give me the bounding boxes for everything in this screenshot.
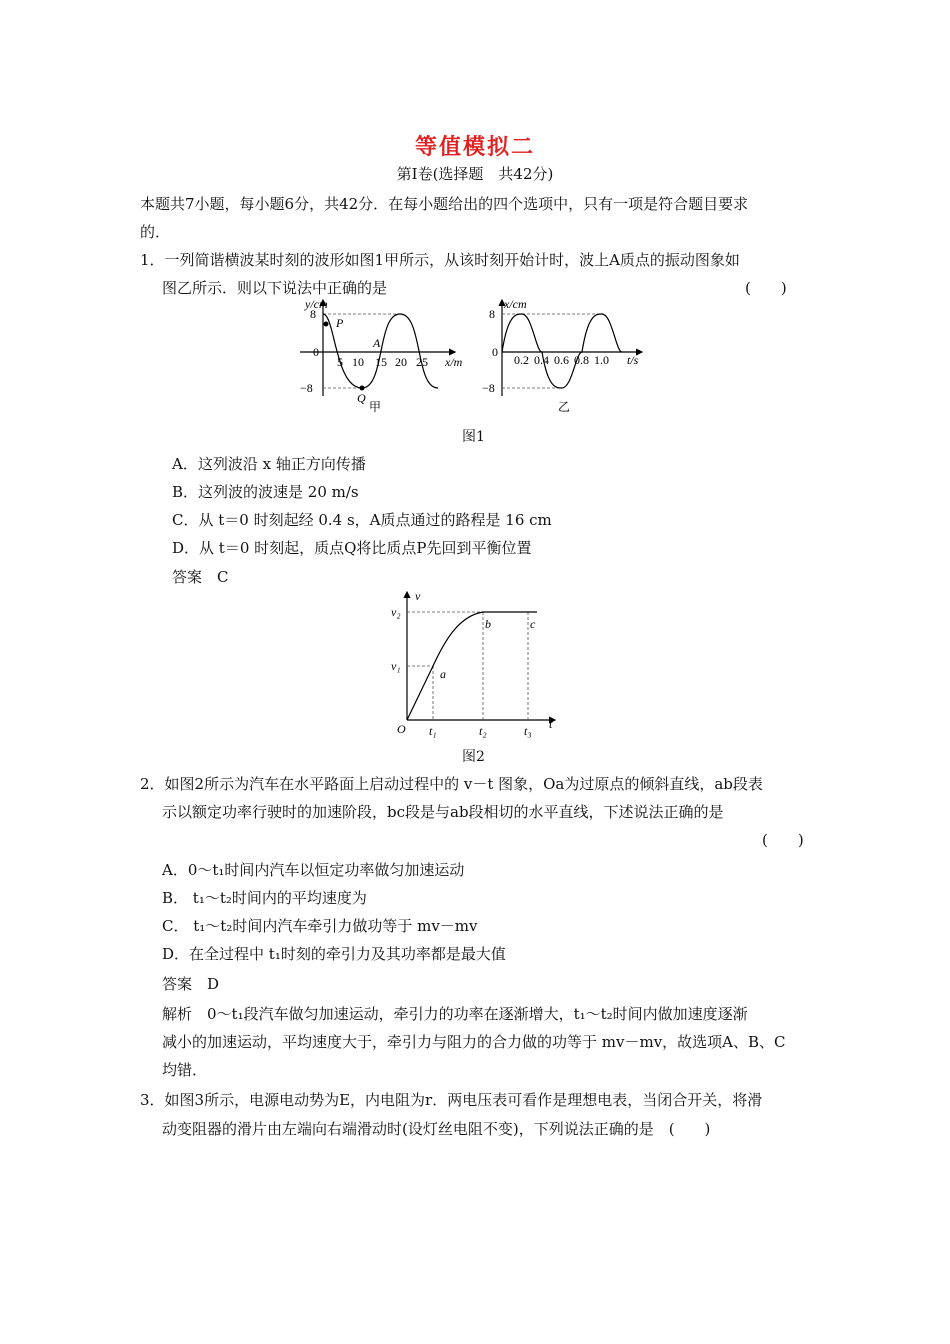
origin-label: 0 bbox=[313, 345, 319, 359]
label-a: A bbox=[373, 336, 381, 350]
point-q bbox=[360, 386, 365, 391]
q2-option-b: B． t₁～t₂时间内的平均速度为 bbox=[162, 889, 367, 907]
q1-option-d: D．从 t＝0 时刻起，质点Q将比质点P先回到平衡位置 bbox=[172, 539, 532, 557]
x-tick: 10 bbox=[352, 355, 364, 369]
figure-1a-wave-graph bbox=[295, 296, 475, 416]
q2-stem-line-1: 2．如图2所示为汽车在水平路面上启动过程中的 v－t 图象，Oa为过原点的倾斜直线，ab段表 bbox=[140, 775, 763, 793]
q2-answer-blank: ( ) bbox=[762, 831, 804, 849]
y-min-label: −8 bbox=[300, 381, 313, 395]
t-tick: 0.4 bbox=[534, 353, 549, 367]
q1-answer-blank: ( ) bbox=[745, 279, 787, 297]
t2-label: t₂ bbox=[479, 724, 487, 738]
t3-label: t₃ bbox=[524, 724, 532, 738]
q2-stem-line-2: 示以额定功率行驶时的加速阶段，bc段是与ab段相切的水平直线，下述说法正确的是 bbox=[162, 803, 724, 821]
q2-option-a: A．0～t₁时间内汽车以恒定功率做匀加速运动 bbox=[162, 861, 465, 879]
y-label: x/cm bbox=[504, 297, 527, 311]
section-subtitle: 第Ⅰ卷(选择题 共42分) bbox=[396, 165, 554, 183]
figure-1b-vibration-graph bbox=[482, 296, 652, 416]
page-title: 等值模拟二 bbox=[414, 135, 535, 160]
figure-1a-name: 甲 bbox=[369, 400, 382, 414]
figure-1-caption: 图1 bbox=[462, 429, 485, 445]
t-tick: 0.6 bbox=[554, 353, 569, 367]
label-c: c bbox=[530, 617, 536, 631]
y-label: y/cm bbox=[305, 297, 328, 311]
q2-analysis-line-3: 均错． bbox=[162, 1061, 208, 1079]
q1-option-c: C．从 t＝0 时刻起经 0.4 s，A质点通过的路程是 16 cm bbox=[172, 511, 552, 529]
figure-2-vt-graph bbox=[385, 588, 565, 738]
q3-stem-line-2: 动变阻器的滑片由左端向右端滑动时(设灯丝电阻不变)，下列说法正确的是 ( ) bbox=[162, 1120, 711, 1138]
t-label: t/s bbox=[627, 353, 639, 367]
x-tick: 15 bbox=[375, 355, 387, 369]
label-b: b bbox=[485, 617, 491, 631]
q2-option-c: C． t₁～t₂时间内汽车牵引力做功等于 mv－mv bbox=[162, 917, 478, 935]
q2-answer: 答案 D bbox=[162, 975, 220, 993]
t-label: t bbox=[549, 717, 553, 731]
origin-label: O bbox=[397, 722, 406, 736]
intro-line-1: 本题共7小题，每小题6分，共42分．在每小题给出的四个选项中，只有一项是符合题目要求 bbox=[140, 195, 749, 213]
vt-curve bbox=[407, 612, 537, 720]
q1-option-b: B．这列波的波速是 20 m/s bbox=[172, 483, 359, 501]
figure-2-caption: 图2 bbox=[462, 749, 485, 765]
q1-stem-line-1: 1．一列简谐横波某时刻的波形如图1甲所示，从该时刻开始计时，波上A质点的振动图象如 bbox=[140, 251, 740, 269]
v1-label: v₁ bbox=[391, 659, 401, 673]
t-tick: 0.8 bbox=[574, 353, 589, 367]
x-label: x/m bbox=[445, 355, 463, 369]
t-tick: 0.2 bbox=[514, 353, 529, 367]
y-max-label: 8 bbox=[489, 307, 495, 321]
point-p bbox=[324, 322, 329, 327]
q1-answer: 答案 C bbox=[172, 568, 229, 586]
q2-analysis-line-1: 解析 0～t₁段汽车做匀加速运动，牵引力的功率在逐渐增大，t₁～t₂时间内做加速度逐渐 bbox=[162, 1005, 748, 1023]
origin-label: 0 bbox=[492, 345, 498, 359]
q1-stem-line-2: 图乙所示．则以下说法中正确的是 bbox=[162, 279, 388, 297]
label-q: Q bbox=[357, 391, 366, 405]
x-tick: 5 bbox=[337, 355, 343, 369]
y-min-label: −8 bbox=[482, 381, 495, 395]
label-a: a bbox=[440, 667, 446, 681]
y-max-label: 8 bbox=[310, 307, 316, 321]
figure-1b-name: 乙 bbox=[558, 400, 571, 414]
q1-option-a: A．这列波沿 x 轴正方向传播 bbox=[172, 455, 366, 473]
q2-option-d: D．在全过程中 t₁时刻的牵引力及其功率都是最大值 bbox=[162, 945, 506, 963]
x-tick: 20 bbox=[395, 355, 407, 369]
intro-line-2: 的． bbox=[140, 223, 171, 241]
q3-stem-line-1: 3．如图3所示，电源电动势为E，内电阻为r．两电压表可看作是理想电表，当闭合开关，将滑 bbox=[140, 1091, 763, 1109]
x-tick: 25 bbox=[416, 355, 428, 369]
v2-label: v₂ bbox=[391, 605, 401, 619]
vibration-curve bbox=[502, 314, 622, 388]
q2-analysis-line-2: 减小的加速运动，平均速度大于，牵引力与阻力的合力做的功等于 mv－mv，故选项A、B、C bbox=[162, 1033, 786, 1051]
t-tick: 1.0 bbox=[594, 353, 609, 367]
t1-label: t₁ bbox=[429, 724, 437, 738]
label-p: P bbox=[336, 316, 344, 330]
v-label: v bbox=[415, 589, 421, 603]
